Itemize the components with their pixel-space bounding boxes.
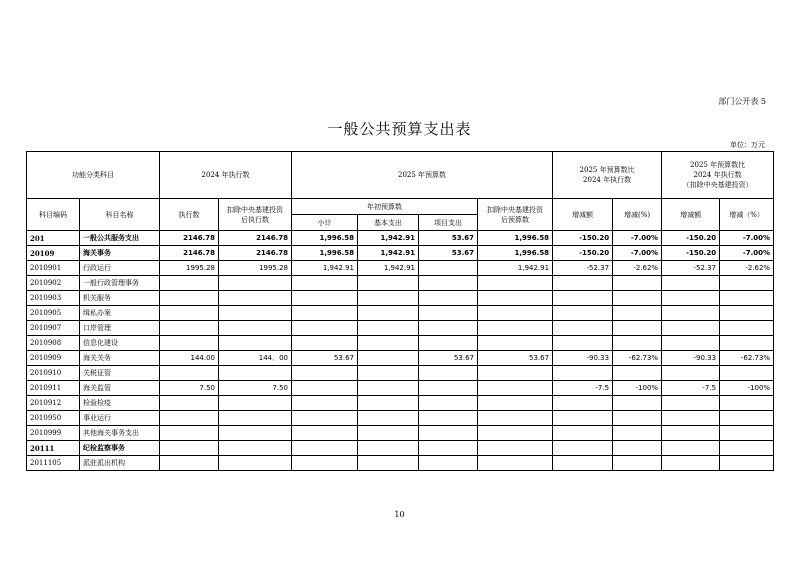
cell-exec-excl-amount (219, 321, 292, 336)
cell-budget-excl-amount: 1,942.91 (478, 261, 553, 276)
cell-budget-project (419, 396, 478, 411)
cell-inc-amount-1 (553, 276, 613, 291)
cell-budget-subtotal (292, 336, 358, 351)
cell-inc-pct-2 (720, 456, 774, 471)
cell-budget-project (419, 276, 478, 291)
cell-inc-amount-2 (662, 306, 720, 321)
cell-budget-basic (358, 306, 419, 321)
cell-budget-excl-amount: 1,996.58 (478, 231, 553, 246)
cell-exec-amount: 144.00 (160, 351, 219, 366)
cell-budget-basic: 1,942.91 (358, 231, 419, 246)
cell-exec-excl-amount (219, 411, 292, 426)
cell-budget-project (419, 381, 478, 396)
cell-budget-subtotal (292, 276, 358, 291)
cell-inc-amount-2 (662, 456, 720, 471)
cell-budget-project (419, 306, 478, 321)
cell-budget-excl-amount (478, 321, 553, 336)
table-header (27, 152, 774, 231)
cell-exec-amount (160, 456, 219, 471)
cell-inc-amount-2: -150.20 (662, 231, 720, 246)
cell-subject-name: 行政运行 (80, 261, 160, 276)
cell-inc-amount-1 (553, 411, 613, 426)
cell-budget-basic (358, 441, 419, 456)
unit-label: 单位：万元 (730, 141, 765, 149)
cell-inc-amount-1: -150.20 (553, 231, 613, 246)
cell-subject-code: 20109 (27, 246, 80, 261)
cell-budget-basic (358, 321, 419, 336)
cell-inc-pct-1: -62.73% (613, 351, 662, 366)
header-compare-excl-line2: 2024 年执行数 (693, 171, 742, 179)
cell-exec-excl-amount: 2146.78 (219, 231, 292, 246)
cell-inc-amount-2 (662, 291, 720, 306)
cell-budget-subtotal (292, 306, 358, 321)
table-row (27, 396, 774, 411)
cell-budget-basic (358, 456, 419, 471)
cell-budget-excl-amount (478, 381, 553, 396)
cell-budget-subtotal (292, 396, 358, 411)
table-row (27, 261, 774, 276)
cell-subject-code: 2010901 (27, 261, 80, 276)
header-compare-exec (553, 152, 662, 199)
cell-subject-name: 检验检疫 (80, 396, 160, 411)
header-budget-excl (478, 199, 553, 231)
cell-inc-pct-2 (720, 276, 774, 291)
cell-inc-amount-2 (662, 411, 720, 426)
cell-budget-excl-amount: 53.67 (478, 351, 553, 366)
cell-exec-excl-amount: 2146.78 (219, 246, 292, 261)
cell-inc-pct-2 (720, 366, 774, 381)
cell-inc-amount-2 (662, 321, 720, 336)
cell-budget-project (419, 366, 478, 381)
cell-inc-amount-1: -52.37 (553, 261, 613, 276)
cell-subject-code: 2010907 (27, 321, 80, 336)
header-compare-excl-line3: （扣除中央基建投资） (682, 181, 753, 189)
cell-budget-basic: 1,942.91 (358, 261, 419, 276)
header-exec-excl (219, 199, 292, 231)
header-budget-2025: 2025 年预算数 (292, 152, 553, 199)
cell-inc-amount-2: -90.33 (662, 351, 720, 366)
header-exec-amount: 执行数 (160, 199, 219, 231)
cell-subject-name: 一般公共服务支出 (80, 231, 160, 246)
cell-subject-code: 2010912 (27, 396, 80, 411)
cell-inc-amount-1 (553, 441, 613, 456)
header-subject-code: 科目编码 (27, 199, 80, 231)
cell-inc-pct-2: -2.62% (720, 261, 774, 276)
cell-budget-project (419, 411, 478, 426)
cell-subject-code: 2010910 (27, 366, 80, 381)
cell-subject-code: 201 (27, 231, 80, 246)
cell-budget-excl-amount (478, 411, 553, 426)
cell-budget-excl-amount (478, 366, 553, 381)
cell-exec-excl-amount: 7.50 (219, 381, 292, 396)
cell-budget-project: 53.67 (419, 246, 478, 261)
cell-inc-amount-2 (662, 336, 720, 351)
cell-subject-code: 2010950 (27, 411, 80, 426)
header-subject-name: 科目名称 (80, 199, 160, 231)
header-project: 项目支出 (419, 215, 478, 231)
cell-inc-pct-1 (613, 321, 662, 336)
cell-exec-amount (160, 276, 219, 291)
cell-subject-name: 派驻派出机构 (80, 456, 160, 471)
cell-subject-name: 关税征管 (80, 366, 160, 381)
cell-subject-code: 2010902 (27, 276, 80, 291)
cell-inc-amount-1: -90.33 (553, 351, 613, 366)
cell-subject-code: 2010903 (27, 291, 80, 306)
cell-inc-pct-2 (720, 321, 774, 336)
cell-subject-code: 2010909 (27, 351, 80, 366)
cell-budget-project (419, 441, 478, 456)
form-number: 部门公开表 5 (718, 97, 766, 106)
cell-budget-project (419, 336, 478, 351)
header-compare-excl-line1: 2025 年预算数比 (690, 161, 746, 169)
page-title: 一般公共预算支出表 (327, 120, 472, 138)
header-func-class: 功能分类科目 (27, 152, 160, 199)
cell-subject-code: 2010908 (27, 336, 80, 351)
cell-budget-subtotal (292, 426, 358, 441)
cell-exec-amount (160, 336, 219, 351)
cell-exec-excl-amount (219, 426, 292, 441)
cell-budget-basic (358, 276, 419, 291)
cell-inc-pct-1 (613, 396, 662, 411)
header-inc-pct-2: 增减（%） (720, 199, 774, 231)
cell-exec-amount (160, 396, 219, 411)
header-budget-excl-line2: 后预算数 (501, 215, 530, 224)
cell-budget-subtotal (292, 441, 358, 456)
cell-subject-name: 口岸管理 (80, 321, 160, 336)
cell-budget-subtotal: 53.67 (292, 351, 358, 366)
cell-budget-subtotal (292, 381, 358, 396)
cell-budget-excl-amount (478, 291, 553, 306)
table-row (27, 306, 774, 321)
header-exec-excl-line1: 扣除中央基建投资 (227, 205, 283, 214)
cell-budget-project (419, 261, 478, 276)
cell-exec-excl-amount (219, 456, 292, 471)
cell-budget-excl-amount (478, 396, 553, 411)
cell-subject-name: 机关服务 (80, 291, 160, 306)
cell-subject-name: 海关监管 (80, 381, 160, 396)
cell-inc-pct-2: -62.73% (720, 351, 774, 366)
table-row (27, 351, 774, 366)
cell-budget-project (419, 426, 478, 441)
cell-inc-pct-1 (613, 456, 662, 471)
cell-inc-amount-2 (662, 366, 720, 381)
budget-table (26, 151, 774, 471)
table-row (27, 276, 774, 291)
cell-inc-pct-1 (613, 276, 662, 291)
cell-subject-name: 纪检监察事务 (80, 441, 160, 456)
cell-budget-basic (358, 426, 419, 441)
cell-inc-pct-1 (613, 366, 662, 381)
cell-budget-project: 53.67 (419, 351, 478, 366)
header-exec-2024: 2024 年执行数 (160, 152, 292, 199)
cell-exec-amount (160, 366, 219, 381)
cell-budget-subtotal (292, 291, 358, 306)
cell-budget-subtotal (292, 456, 358, 471)
cell-exec-excl-amount (219, 366, 292, 381)
cell-subject-name: 海关关务 (80, 351, 160, 366)
cell-subject-code: 2011105 (27, 456, 80, 471)
header-inc-pct-1: 增减(%) (613, 199, 662, 231)
cell-exec-amount: 1995.28 (160, 261, 219, 276)
cell-budget-basic (358, 351, 419, 366)
cell-exec-amount (160, 321, 219, 336)
cell-inc-amount-1 (553, 456, 613, 471)
header-annual-budget: 年初预算数 (292, 199, 478, 215)
cell-inc-amount-1: -7.5 (553, 381, 613, 396)
cell-inc-pct-1 (613, 291, 662, 306)
table-row (27, 321, 774, 336)
cell-inc-pct-2: -7.00% (720, 231, 774, 246)
cell-budget-subtotal (292, 366, 358, 381)
cell-budget-basic (358, 396, 419, 411)
table-row (27, 366, 774, 381)
cell-exec-amount: 2146.78 (160, 246, 219, 261)
cell-exec-excl-amount (219, 396, 292, 411)
cell-inc-amount-2 (662, 441, 720, 456)
header-inc-amount-2: 增减额 (662, 199, 720, 231)
cell-subject-code: 20111 (27, 441, 80, 456)
cell-budget-excl-amount: 1,996.58 (478, 246, 553, 261)
cell-inc-pct-2 (720, 291, 774, 306)
cell-budget-basic (358, 366, 419, 381)
cell-budget-project (419, 321, 478, 336)
table-body (27, 231, 774, 471)
cell-budget-project (419, 291, 478, 306)
cell-inc-pct-2 (720, 426, 774, 441)
cell-inc-amount-1: -150.20 (553, 246, 613, 261)
cell-budget-basic (358, 291, 419, 306)
cell-subject-name: 事业运行 (80, 411, 160, 426)
cell-exec-amount (160, 426, 219, 441)
cell-inc-pct-2 (720, 306, 774, 321)
cell-exec-excl-amount (219, 306, 292, 321)
cell-subject-name: 其他海关事务支出 (80, 426, 160, 441)
cell-inc-pct-1 (613, 411, 662, 426)
cell-subject-name: 信息化建设 (80, 336, 160, 351)
cell-subject-code: 2010905 (27, 306, 80, 321)
page-number: 10 (394, 510, 405, 519)
cell-budget-subtotal (292, 411, 358, 426)
cell-budget-excl-amount (478, 441, 553, 456)
cell-exec-excl-amount (219, 441, 292, 456)
table-row (27, 381, 774, 396)
cell-inc-amount-1 (553, 321, 613, 336)
header-compare-exec-line1: 2025 年预算数比 (579, 166, 635, 174)
table-row (27, 411, 774, 426)
cell-inc-pct-1 (613, 441, 662, 456)
table-row (27, 336, 774, 351)
table-row (27, 246, 774, 261)
table-row (27, 456, 774, 471)
cell-inc-amount-2 (662, 426, 720, 441)
cell-inc-amount-1 (553, 336, 613, 351)
cell-inc-amount-2 (662, 396, 720, 411)
cell-budget-subtotal (292, 321, 358, 336)
cell-budget-excl-amount (478, 276, 553, 291)
cell-budget-basic (358, 411, 419, 426)
cell-inc-pct-1 (613, 426, 662, 441)
cell-exec-amount: 7.50 (160, 381, 219, 396)
cell-budget-basic (358, 381, 419, 396)
cell-budget-basic: 1,942.91 (358, 246, 419, 261)
cell-inc-pct-2: -7.00% (720, 246, 774, 261)
table-row (27, 231, 774, 246)
cell-inc-pct-1: -7.00% (613, 246, 662, 261)
cell-inc-amount-1 (553, 366, 613, 381)
cell-budget-project: 53.67 (419, 231, 478, 246)
cell-exec-excl-amount: 1995.28 (219, 261, 292, 276)
cell-inc-pct-2 (720, 441, 774, 456)
cell-inc-amount-1 (553, 426, 613, 441)
header-basic: 基本支出 (358, 215, 419, 231)
cell-inc-amount-2: -150.20 (662, 246, 720, 261)
cell-subject-code: 2010911 (27, 381, 80, 396)
cell-subject-name: 海关事务 (80, 246, 160, 261)
header-compare-exec-line2: 2024 年执行数 (583, 176, 632, 184)
cell-subject-code: 2010999 (27, 426, 80, 441)
cell-inc-pct-2 (720, 396, 774, 411)
cell-exec-amount (160, 441, 219, 456)
cell-exec-amount (160, 291, 219, 306)
cell-inc-pct-2 (720, 336, 774, 351)
cell-inc-pct-1 (613, 336, 662, 351)
cell-exec-excl-amount (219, 276, 292, 291)
cell-budget-excl-amount (478, 456, 553, 471)
header-exec-excl-line2: 后执行数 (241, 215, 269, 224)
cell-inc-amount-1 (553, 291, 613, 306)
header-subtotal: 小计 (292, 215, 358, 231)
cell-subject-name: 缉私办案 (80, 306, 160, 321)
cell-inc-amount-1 (553, 396, 613, 411)
cell-exec-excl-amount (219, 291, 292, 306)
cell-inc-pct-2 (720, 411, 774, 426)
cell-inc-amount-2 (662, 276, 720, 291)
cell-exec-excl-amount: 144．00 (219, 351, 292, 366)
cell-inc-pct-1 (613, 306, 662, 321)
cell-inc-amount-2: -7.5 (662, 381, 720, 396)
table-row (27, 441, 774, 456)
cell-budget-subtotal: 1,996.58 (292, 246, 358, 261)
cell-inc-pct-1: -2.62% (613, 261, 662, 276)
cell-inc-pct-1: -7.00% (613, 231, 662, 246)
table-row (27, 426, 774, 441)
header-inc-amount-1: 增减额 (553, 199, 613, 231)
table-row (27, 291, 774, 306)
cell-exec-amount (160, 306, 219, 321)
cell-exec-excl-amount (219, 336, 292, 351)
cell-budget-excl-amount (478, 336, 553, 351)
cell-exec-amount (160, 411, 219, 426)
cell-budget-basic (358, 336, 419, 351)
cell-inc-amount-1 (553, 306, 613, 321)
cell-exec-amount: 2146.78 (160, 231, 219, 246)
header-budget-excl-line1: 扣除中央基建投资 (487, 205, 544, 214)
cell-budget-excl-amount (478, 306, 553, 321)
header-compare-excl (662, 152, 774, 199)
cell-budget-excl-amount (478, 426, 553, 441)
cell-inc-pct-2: -100% (720, 381, 774, 396)
cell-budget-subtotal: 1,996.58 (292, 231, 358, 246)
cell-inc-pct-1: -100% (613, 381, 662, 396)
cell-subject-name: 一般行政管理事务 (80, 276, 160, 291)
cell-budget-project (419, 456, 478, 471)
cell-budget-subtotal: 1,942.91 (292, 261, 358, 276)
cell-inc-amount-2: -52.37 (662, 261, 720, 276)
